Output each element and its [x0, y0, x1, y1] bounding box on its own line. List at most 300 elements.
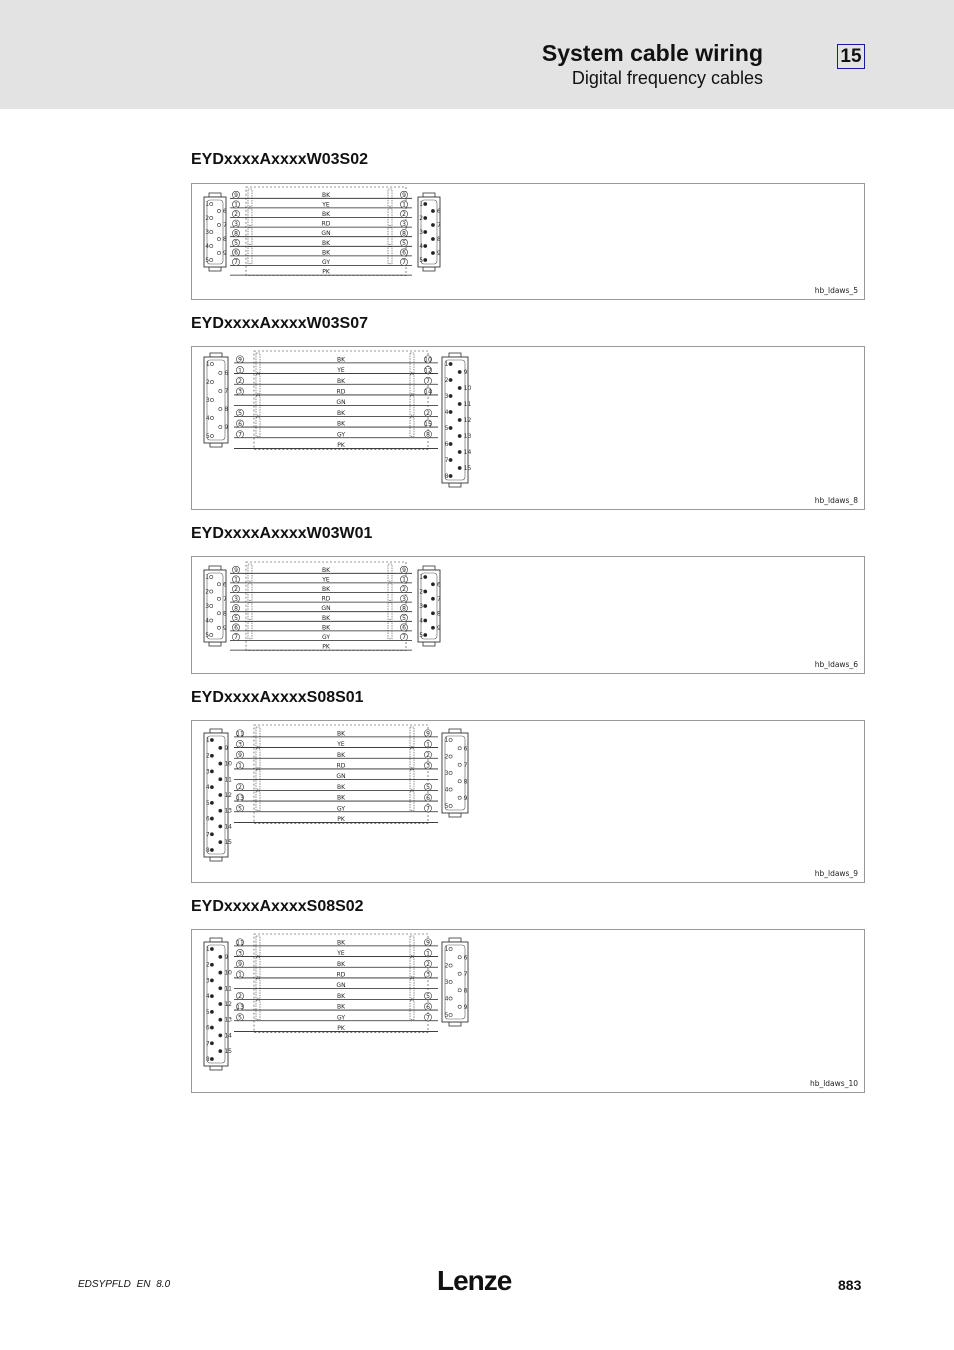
connector-tab	[449, 938, 461, 942]
connector-pin-label: 8	[224, 406, 229, 413]
twisted-pair-marker	[388, 583, 392, 600]
pin-number-label: 11	[236, 730, 244, 738]
chapter-number[interactable]: 15	[837, 44, 865, 69]
figure-label: hb_ldaws_10	[809, 1079, 858, 1088]
connector-pin	[431, 223, 434, 226]
connector-pin-label: 9	[436, 250, 441, 257]
pin-number-label: 1	[426, 950, 430, 958]
connector-pin-label: 8	[463, 987, 468, 995]
wire-color-label: GY	[321, 259, 331, 266]
wiring-svg	[192, 347, 864, 509]
connector-pin-label: 6	[444, 441, 449, 448]
twisted-pair-marker	[388, 564, 392, 581]
connector-tab	[423, 566, 435, 570]
pin-number-label: 2	[402, 586, 406, 594]
connector-pin	[424, 258, 427, 261]
connector-tab	[210, 938, 222, 942]
connector-pin-label: 7	[222, 595, 227, 603]
pin-number-label: 9	[402, 192, 406, 199]
connector-pin-label: 11	[224, 985, 232, 993]
connector-pin	[219, 1050, 222, 1053]
wire-color-label: BK	[321, 586, 331, 593]
connector-tab	[209, 267, 221, 271]
connector-pin	[210, 770, 213, 773]
connector-pin-label: 7	[224, 388, 229, 395]
pin-number-label: 3	[238, 950, 242, 958]
pin-number-label: 2	[426, 960, 430, 968]
connector-pin	[210, 1026, 213, 1029]
connector-pin-label: 2	[444, 962, 449, 970]
connector-pin	[219, 1018, 222, 1021]
pin-number-label: 1	[238, 762, 242, 770]
document-code: EDSYPFLD EN 8.0	[78, 1279, 171, 1290]
page-subtitle: Digital frequency cables	[571, 68, 763, 88]
connector-pin-label: 6	[463, 954, 468, 962]
connector-pin-label: 9	[463, 1003, 468, 1011]
connector-pin	[458, 386, 461, 389]
connector-pin-label: 1	[444, 946, 449, 953]
wire-color-label: GY	[321, 634, 331, 641]
connector-pin	[210, 963, 213, 966]
connector-pin-label: 15	[224, 1048, 232, 1056]
wire-color-label: GN	[336, 982, 346, 990]
connector-pin-label: 14	[224, 1032, 232, 1040]
wire-color-label: YE	[322, 201, 330, 209]
pin-number-label: 8	[234, 605, 238, 613]
connector-pin-label: 3	[419, 229, 424, 236]
connector-pin	[449, 394, 452, 397]
pin-number-label: 2	[238, 993, 242, 1001]
connector-pin-label: 5	[444, 803, 449, 810]
twisted-pair-marker	[248, 564, 252, 581]
connector-pin	[210, 947, 213, 950]
connector-pin	[210, 848, 213, 851]
pin-number-label: 9	[426, 730, 430, 738]
wire-color-label: BK	[336, 420, 346, 428]
connector-pin-label: 8	[444, 473, 449, 480]
pin-number-label: 6	[402, 624, 406, 632]
connector-pin-label: 2	[419, 588, 424, 596]
connector-pin	[431, 237, 434, 240]
connector-pin	[210, 738, 213, 741]
pin-number-label: 2	[402, 211, 406, 219]
connector-pin-label: 5	[444, 425, 449, 432]
wire-color-label: BK	[336, 751, 346, 759]
section-title-w03s02: EYDxxxxAxxxxW03S02	[191, 151, 369, 168]
connector-pin-label: 6	[463, 745, 468, 753]
twisted-pair-marker	[248, 247, 252, 264]
wire-color-label: BK	[336, 992, 346, 1000]
pin-number-label: 8	[426, 431, 430, 439]
pin-number-label: 14	[424, 388, 432, 396]
wire-color-label: BK	[336, 960, 346, 968]
wire-color-label: BK	[321, 239, 331, 247]
twisted-pair-marker	[248, 208, 252, 225]
pin-number-label: 1	[238, 367, 242, 375]
pin-number-label: 1	[402, 201, 406, 209]
connector-pin-label: 6	[205, 1024, 210, 1032]
figure-label: hb_ldaws_6	[814, 660, 858, 669]
connector-pin	[449, 426, 452, 429]
connector-pin-label: 8	[205, 1056, 210, 1063]
connector-pin	[449, 378, 452, 381]
connector-pin	[458, 434, 461, 437]
pin-number-label: 9	[238, 356, 242, 364]
twisted-pair-marker	[388, 189, 392, 206]
section-title-s08s02: EYDxxxxAxxxxS08S02	[191, 898, 364, 915]
connector-pin	[449, 442, 452, 445]
pin-number-label: 1	[426, 741, 430, 749]
connector-pin	[431, 626, 434, 629]
connector-pin-label: 2	[205, 379, 210, 386]
connector-pin-label: 10	[224, 760, 232, 768]
twisted-pair-marker	[388, 247, 392, 264]
pin-number-label: 5	[426, 993, 430, 1001]
figure-label: hb_ldaws_8	[814, 496, 858, 505]
wire-color-label: BK	[321, 624, 331, 632]
wire-color-label: BK	[336, 783, 346, 791]
connector-pin-label: 5	[205, 1008, 210, 1016]
connector-pin-label: 5	[205, 433, 210, 440]
pin-number-label: 2	[234, 211, 238, 219]
connector-pin-label: 7	[205, 1040, 210, 1048]
pin-number-label: 1	[402, 576, 406, 584]
connector-pin-label: 10	[224, 969, 232, 977]
pin-number-label: 1	[234, 201, 238, 209]
connector-tab	[209, 193, 221, 197]
connector-pin-label: 3	[444, 393, 449, 400]
connector-pin-label: 2	[444, 377, 449, 384]
connector-pin	[219, 809, 222, 812]
connector-tab	[423, 193, 435, 197]
pin-number-label: 12	[424, 367, 432, 375]
page-header	[0, 0, 954, 109]
connector-pin-label: 3	[205, 603, 210, 610]
connector-pin-label: 4	[205, 243, 210, 250]
twisted-pair-marker	[248, 583, 252, 600]
connector-pin	[219, 1002, 222, 1005]
connector-tab	[209, 566, 221, 570]
page-title: System cable wiring	[541, 40, 763, 66]
wire-color-label: BK	[336, 794, 346, 802]
connector-pin	[458, 418, 461, 421]
pin-number-label: 3	[402, 595, 406, 603]
wire-color-label: GY	[336, 1014, 346, 1022]
wire-color-label: PK	[337, 1024, 345, 1032]
connector-tab	[423, 267, 435, 271]
connector-pin-label: 3	[205, 977, 210, 985]
connector-pin-label: 8	[436, 610, 441, 618]
pin-number-label: 15	[424, 420, 432, 428]
connector-pin-label: 9	[224, 424, 229, 431]
wire-color-label: GY	[336, 431, 346, 439]
connector-pin-label: 9	[436, 624, 441, 632]
connector-pin-label: 7	[463, 761, 468, 769]
wiring-diagram-s08s01	[191, 720, 865, 883]
connector-pin	[210, 754, 213, 757]
connector-pin-label: 7	[436, 222, 441, 229]
wire-color-label: YE	[337, 950, 345, 958]
pin-number-label: 7	[426, 1014, 430, 1022]
connector-tab	[209, 642, 221, 646]
connector-pin	[458, 370, 461, 373]
wire-color-label: RD	[321, 220, 331, 228]
connector-pin-label: 2	[205, 215, 210, 222]
connector-pin-label: 2	[205, 961, 210, 969]
wiring-diagram-w03w01	[191, 556, 865, 674]
connector-pin	[458, 466, 461, 469]
pin-number-label: 5	[402, 615, 406, 622]
connector-pin-label: 9	[463, 369, 468, 376]
wire-color-label: RD	[336, 762, 346, 770]
connector-pin	[449, 362, 452, 365]
connector-pin	[210, 833, 213, 836]
wire-color-label: RD	[336, 388, 346, 396]
pin-number-label: 6	[234, 624, 238, 632]
connector-pin-label: 4	[205, 993, 210, 1001]
connector-pin-label: 4	[205, 415, 210, 422]
connector-pin	[424, 244, 427, 247]
connector-pin	[219, 1034, 222, 1037]
wire-color-label: BK	[336, 409, 346, 417]
connector-pin-label: 7	[436, 595, 441, 603]
section-title-w03s07: EYDxxxxAxxxxW03S07	[191, 315, 369, 332]
connector-pin-label: 4	[419, 617, 424, 625]
twisted-pair-marker	[388, 602, 392, 619]
connector-pin-label: 13	[463, 433, 472, 440]
connector-pin-label: 4	[444, 995, 449, 1003]
pin-number-label: 3	[402, 220, 406, 228]
connector-pin-label: 2	[444, 753, 449, 761]
pin-number-label: 6	[234, 249, 238, 257]
wire-color-label: YE	[337, 367, 345, 375]
connector-pin-label: 8	[436, 236, 441, 243]
wiring-svg	[192, 184, 864, 299]
twisted-pair-marker	[388, 622, 392, 639]
pin-number-label: 13	[236, 1003, 244, 1011]
connector-pin-label: 4	[444, 786, 449, 794]
pin-number-label: 8	[234, 230, 238, 238]
wire-color-label: GN	[336, 773, 346, 781]
wire-color-label: RD	[336, 971, 346, 979]
connector-pin-label: 6	[224, 370, 229, 377]
wire-color-label: RD	[321, 595, 331, 603]
pin-number-label: 3	[238, 741, 242, 749]
connector-pin-label: 5	[205, 632, 210, 639]
wiring-diagram-s08s02	[191, 929, 865, 1093]
connector-pin-label: 3	[205, 397, 210, 404]
connector-pin	[449, 474, 452, 477]
pin-number-label: 5	[238, 805, 242, 813]
pin-number-label: 5	[234, 615, 238, 622]
pin-number-label: 3	[426, 762, 430, 770]
connector-pin	[210, 1010, 213, 1013]
wire-color-label: BK	[321, 249, 331, 257]
connector-pin-label: 9	[222, 624, 227, 632]
connector-pin-label: 12	[224, 792, 232, 799]
connector-pin	[424, 202, 427, 205]
connector-pin-label: 12	[463, 417, 472, 424]
connector-pin-label: 2	[205, 588, 210, 596]
connector-pin-label: 1	[205, 361, 210, 368]
connector-pin	[210, 817, 213, 820]
connector-pin-label: 2	[205, 752, 210, 760]
connector-pin	[219, 778, 222, 781]
connector-pin-label: 5	[444, 1012, 449, 1019]
lenze-logo: Lenze	[437, 1265, 512, 1296]
pin-number-label: 9	[238, 960, 242, 968]
connector-pin	[219, 987, 222, 990]
connector-pin-label: 8	[463, 778, 468, 786]
connector-pin	[219, 762, 222, 765]
wire-color-label: GN	[321, 605, 331, 613]
connector-pin-label: 5	[205, 257, 210, 264]
connector-pin-label: 4	[205, 784, 210, 792]
pin-number-label: 10	[424, 356, 432, 364]
pin-number-label: 7	[426, 805, 430, 813]
wire-color-label: PK	[322, 268, 330, 276]
connector-pin-label: 1	[419, 201, 424, 208]
connector-pin-label: 7	[444, 457, 449, 464]
connector-pin	[424, 604, 427, 607]
connector-pin-label: 1	[205, 737, 210, 744]
wire-color-label: BK	[321, 211, 331, 218]
connector-tab	[210, 1066, 222, 1070]
connector-pin	[219, 841, 222, 844]
twisted-pair-marker	[248, 227, 252, 244]
connector-pin	[449, 410, 452, 413]
twisted-pair-marker	[248, 602, 252, 619]
connector-pin	[431, 583, 434, 586]
connector-pin-label: 8	[222, 236, 227, 243]
connector-pin-label: 14	[224, 823, 232, 831]
wire-color-label: PK	[322, 643, 330, 651]
connector-pin	[424, 590, 427, 593]
connector-tab	[449, 483, 461, 487]
pin-number-label: 9	[426, 939, 430, 947]
wire-color-label: GN	[336, 399, 346, 407]
connector-tab	[210, 353, 222, 357]
wire-color-label: BK	[321, 566, 331, 574]
pin-number-label: 6	[426, 794, 430, 802]
connector-pin-label: 7	[463, 970, 468, 978]
twisted-pair-marker	[388, 208, 392, 225]
wire-color-label: BK	[336, 939, 346, 947]
connector-pin	[431, 597, 434, 600]
connector-tab	[210, 857, 222, 861]
connector-pin-label: 5	[205, 799, 210, 807]
pin-number-label: 3	[238, 388, 242, 396]
pin-number-label: 7	[402, 259, 406, 267]
connector-pin	[219, 825, 222, 828]
connector-pin	[424, 216, 427, 219]
connector-pin	[219, 746, 222, 749]
connector-pin-label: 1	[205, 201, 210, 208]
pin-number-label: 2	[426, 751, 430, 759]
connector-pin-label: 4	[444, 409, 449, 416]
pin-number-label: 9	[234, 567, 238, 574]
connector-pin	[424, 575, 427, 578]
pin-number-label: 5	[238, 1014, 242, 1022]
pin-number-label: 5	[238, 410, 242, 418]
connector-pin	[431, 612, 434, 615]
connector-pin-label: 2	[419, 215, 424, 222]
wire-color-label: GN	[321, 230, 331, 238]
connector-pin-label: 3	[205, 229, 210, 236]
pin-number-label: 1	[234, 576, 238, 584]
wiring-svg	[192, 557, 864, 673]
wire-color-label: BK	[336, 377, 346, 385]
figure-label: hb_ldaws_9	[814, 869, 858, 878]
connector-pin	[424, 230, 427, 233]
connector-pin-label: 15	[463, 465, 472, 472]
connector-pin	[219, 793, 222, 796]
wiring-svg	[192, 930, 864, 1092]
pin-number-label: 9	[238, 751, 242, 759]
connector-pin-label: 1	[205, 574, 210, 581]
connector-pin	[424, 619, 427, 622]
connector-pin-label: 1	[419, 574, 424, 581]
connector-tab	[449, 1022, 461, 1026]
pin-number-label: 2	[426, 410, 430, 418]
wire-color-label: BK	[321, 614, 331, 622]
connector-pin-label: 4	[419, 243, 424, 250]
twisted-pair-marker	[248, 189, 252, 206]
pin-number-label: 7	[238, 431, 242, 439]
connector-pin	[424, 633, 427, 636]
connector-pin-label: 11	[224, 776, 232, 784]
connector-pin-label: 1	[205, 946, 210, 953]
connector-pin	[210, 801, 213, 804]
connector-pin	[210, 979, 213, 982]
pin-number-label: 3	[234, 595, 238, 603]
wiring-diagram-w03s02	[191, 183, 865, 300]
connector-pin	[210, 1057, 213, 1060]
pin-number-label: 2	[238, 784, 242, 792]
connector-pin-label: 9	[463, 794, 468, 802]
connector-pin-label: 1	[444, 361, 449, 368]
connector-pin-label: 3	[205, 768, 210, 776]
connector-pin-label: 8	[205, 847, 210, 854]
connector-tab	[423, 642, 435, 646]
connector-pin-label: 5	[419, 257, 424, 264]
figure-label: hb_ldaws_5	[814, 286, 858, 295]
connector-pin-label: 6	[222, 581, 227, 589]
pin-number-label: 5	[234, 240, 238, 247]
connector-pin-label: 1	[444, 737, 449, 744]
connector-pin	[431, 209, 434, 212]
connector-pin-label: 9	[224, 744, 229, 752]
connector-pin	[210, 995, 213, 998]
connector-pin-label: 9	[224, 953, 229, 961]
pin-number-label: 5	[426, 784, 430, 792]
connector-pin-label: 11	[463, 401, 472, 408]
pin-number-label: 6	[426, 1003, 430, 1011]
connector-pin-label: 3	[444, 770, 449, 777]
pin-number-label: 2	[234, 586, 238, 594]
pin-number-label: 11	[236, 939, 244, 947]
wire-color-label: YE	[322, 576, 330, 584]
connector-pin-label: 3	[444, 979, 449, 986]
connector-pin-label: 7	[205, 831, 210, 839]
connector-pin-label: 3	[419, 603, 424, 610]
connector-tab	[449, 729, 461, 733]
connector-pin-label: 5	[419, 632, 424, 639]
connector-pin	[210, 786, 213, 789]
pin-number-label: 3	[234, 220, 238, 228]
connector-pin	[219, 955, 222, 958]
connector-pin-label: 14	[463, 449, 472, 456]
